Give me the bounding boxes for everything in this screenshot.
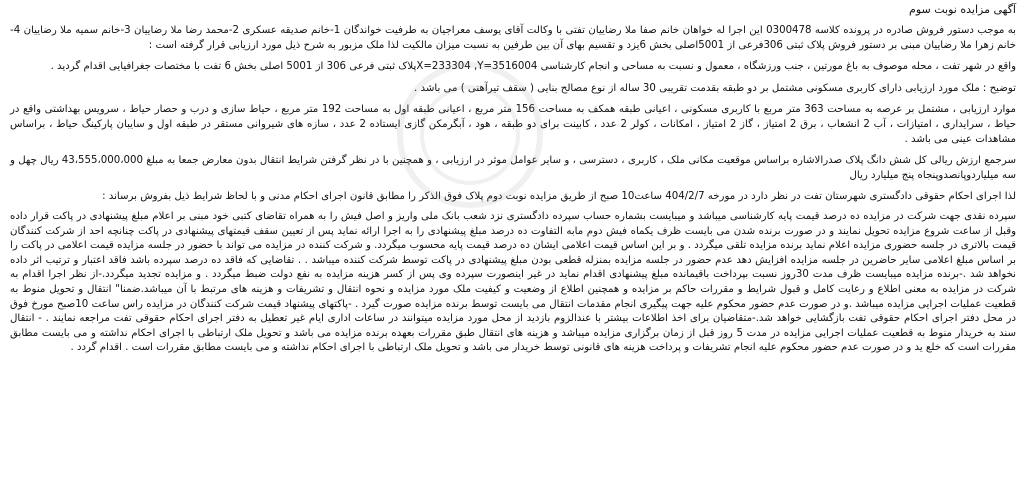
paragraph-conditions: سپرده نقدی جهت شرکت در مزایده ده درصد قیمت پایه کارشناسی میباشد و میبایست بشماره حساب سپرده دادگستری نزد شعب بانک ملی واریز و اصل فیش را به همراه تقاضای کتبی خود مبنی بر اعلام مبلغ پیشنهادی در پاکت قرار داده وقبل از ساعت شروع مزایده تحویل نمایند و در صورت برنده شدن می بایست ظرف یکماه فیش دوم مابه التفاوت ده درصد مبلغ پیشنهادی را به اجرا ارائه نماید پس از تعیین سقف قیمتهای پیشنهادی در پاکت چنانچه احد از شرکت کنندگان قیمت بالاتری در جلسه حضوری مزایده اعلام نماید برنده مزایده تلقی میگردد . و بر این اساس قیمت اعلامی ایشان ده درصد قیمت پایه محسوب میگردد. و شرکت کننده در مزایده می تواند با حضور در جلسه مزایده قیمت اعلامی در پاکت را بر اساس مبلغ اعلامی سایر حاضرین در جلسه مزایده افزایش دهد عدم حضور در جلسه مزایده بمنزله قطعی بودن مبلغ پیشنهادی در پاکت توسط شرکت کننده میباشد . . تقاضایی که فاقد ده درصد سپرده باشد فاقد اعتبار و ترتیب اثر داده نخواهد شد .-برنده مزایده میبایست ظرف مدت 30روز نسبت بپرداخت باقیمانده مبلغ پیشنهادی اقدام نماید در غیر اینصورت سپرده وی پس از کسر هزینه مزایده به نفع دولت ضبط میگردد . و مزایده تجدید میگردد.-از نظر اجرا اقدام به شرکت در مزایده به معنی اطلاع و رعایت کامل و قبول شرایط و مقررات حاکم بر مزایده و همچنین اطلاع از وضعیت و کیفیت ملک مورد مزایده و نحوه انتقال و تشریفات و هزینه های مرتبط با آن میباشد.ضمنا" انتقال و تحویل منوط به قطعیت عملیات اجرایی مزایده میباشد .و در صورت عدم حضور محکوم علیه جهت پیگیری انجام مقدمات انتقال می بایست توسط برنده مزایده صورت گیرد . -پاکتهای پیشنهاد قیمت شرکت کنندگان در مزایده راس ساعت 10صبح مورخ فوق در محل دفتر اجرای احکام حقوقی تفت بازگشایی خواهد شد.-متقاضیان برای اخذ اطلاعات بیشتر با عندالزوم بازدید از محل مورد مزایده میتوانند در ساعات اداری ایام غیر تعطیل به دفتر اجرای احکام حقوقی تفت مراجعه نمایند . - انتقال سند به خریدار منوط به قطعیت عملیات اجرایی مزایده در مدت 5 روز قبل از زمان برگزاری مزایده میباشد و هزینه های انتقال طبق مقررات بعهده برنده مزایده می باشد و تحویل ملک ارتباطی با اجرای احکام نداشته و می بایست مطابق مقررات است که خلع ید و در صورت عدم حضور محکوم علیه انجام تشریفات و پرداخت هزینه های قانونی توسط خریدار می باشد و تحویل ملک ارتباطی با اجرای احکام نداشته و می بایست مطابق مقررات است . اقدام گردد . (10, 210, 1017, 354)
paragraph-order: به موجب دستور فروش صادره در پرونده کلاسه 0300478 این اجرا له خواهان خانم صفا ملا رضاییان تفتی با وکالت آقای یوسف معراجیان به طرفیت خواندگان 1-خانم صدیقه عسکری 2-محمد رضا ملا رضاییان 3-خانم سمیه ملا رضاییان 4-خانم زهرا ملا رضاییان مبنی بر دستور فروش پلاک ثبتی 306فرعی از 5001اصلی بخش 6یزد و تقسیم بهای آن بین طرفین به نسبت میزان مالکیت لذا ملک مزبور به شرح ذیل مورد ارزیابی قرار گرفته است : (10, 25, 1016, 51)
paragraph-auction-date: لذا اجرای احکام حقوقی دادگستری شهرستان تفت در نظر دارد در مورخه 404/2/7 ساعت10 صبح از طریق مزایده نوبت دوم پلاک فوق الذکر را مطابق قانون اجرای احکام مدنی و با لحاظ شرایط ذیل بفروش برساند : (102, 191, 1016, 203)
notice-title: آگهی مزایده نوبت سوم (909, 3, 1016, 16)
paragraph-valuation: سرجمع ارزش ریالی کل شش دانگ پلاک صدرالاشاره براساس موقعیت مکانی ملک ، کاربری ، دسترسی ، و سایر عوامل موثر در ارزیابی ، و همچنین با در نظر گرفتن شرایط انتقال بدون معارض جمعا به مبلغ 43،555،000،000 ریال چهل و سه میلیاردوپانصدوپنجاه پنج میلیارد ریال (10, 155, 1016, 181)
paragraph-items: موارد ارزیابی ، مشتمل بر عرصه به مساحت 363 متر مربع با کاربری مسکونی ، اعیانی طبقه همکف به مساحت 156 متر مربع ، اعیانی طبقه اول به مساحت 192 متر مربع ، حیاط سازی و درب و حصار حیاط ، سرویس بهداشتی واقع در حیاط ، سرایداری ، امتیازات ، آب 2 انشعاب ، برق 2 امتیاز ، گاز 2 امتیاز ، امکانات ، کولر 2 عدد ، کابینت برای دو طبقه ، هود ، آبگرمکن گازی ایستاده 2 عدد ، سازه های شیروانی مستقر در طبقه اول و سایبان پارکینگ حیاط ، براساس مشاهدات عینی می باشد . (10, 104, 1016, 145)
paragraph-location: واقع در شهر تفت ، محله موصوف به باغ مورتین ، جنب ورزشگاه ، معمول و نسبت به مساحی و انجام کارشناسی X=233304 ,Y=3516004پلاک ثبتی فرعی 306 از 5001 اصلی بخش 6 تفت با مختصات جغرافیایی اقدام گردید . (50, 61, 1016, 73)
paragraph-description: توضیح : ملک مورد ارزیابی دارای کاربری مسکونی مشتمل بر دو طبقه بقدمت تقریبی 30 ساله از نوع مصالح بنایی ( سقف تیرآهنی ) می باشد . (414, 82, 1016, 94)
